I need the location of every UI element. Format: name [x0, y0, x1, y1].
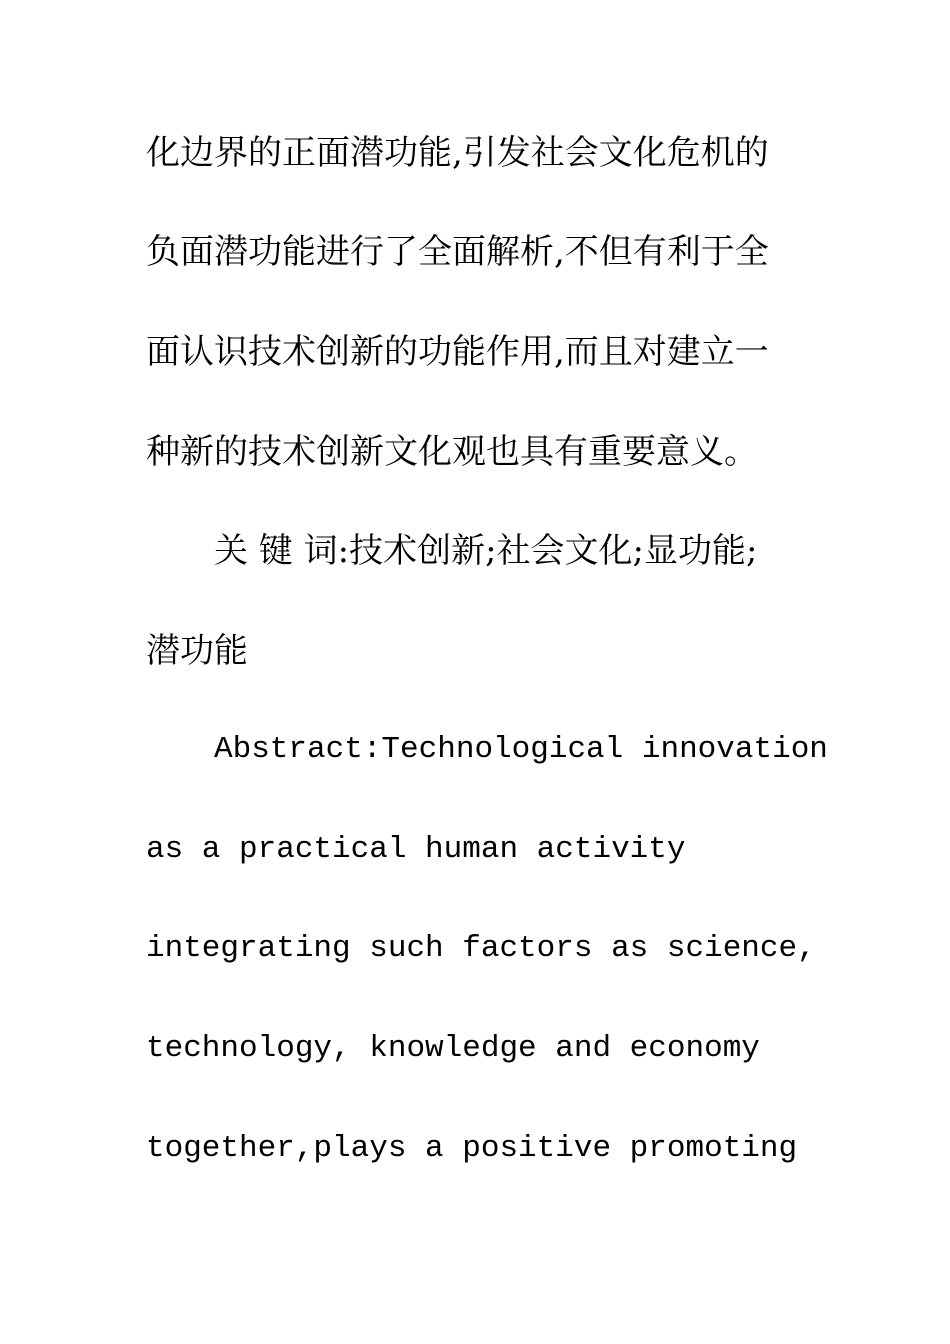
text-line-1: 化边界的正面潜功能,引发社会文化危机的	[146, 133, 769, 173]
text-line-3: 面认识技术创新的功能作用,而且对建立一	[146, 332, 769, 372]
abstract-line-2: as a practical human activity	[146, 832, 686, 867]
text-line-4: 种新的技术创新文化观也具有重要意义。	[146, 432, 758, 472]
abstract-line-4: technology, knowledge and economy	[146, 1031, 760, 1066]
keywords-line: 关 键 词:技术创新;社会文化;显功能;	[214, 531, 758, 571]
abstract-line-5: together,plays a positive promoting	[146, 1131, 798, 1166]
abstract-line-3: integrating such factors as science,	[146, 931, 816, 966]
abstract-line-1: Abstract:Technological innovation	[214, 732, 828, 767]
text-line-2: 负面潜功能进行了全面解析,不但有利于全	[146, 232, 769, 272]
keywords-continuation: 潜功能	[146, 631, 248, 671]
